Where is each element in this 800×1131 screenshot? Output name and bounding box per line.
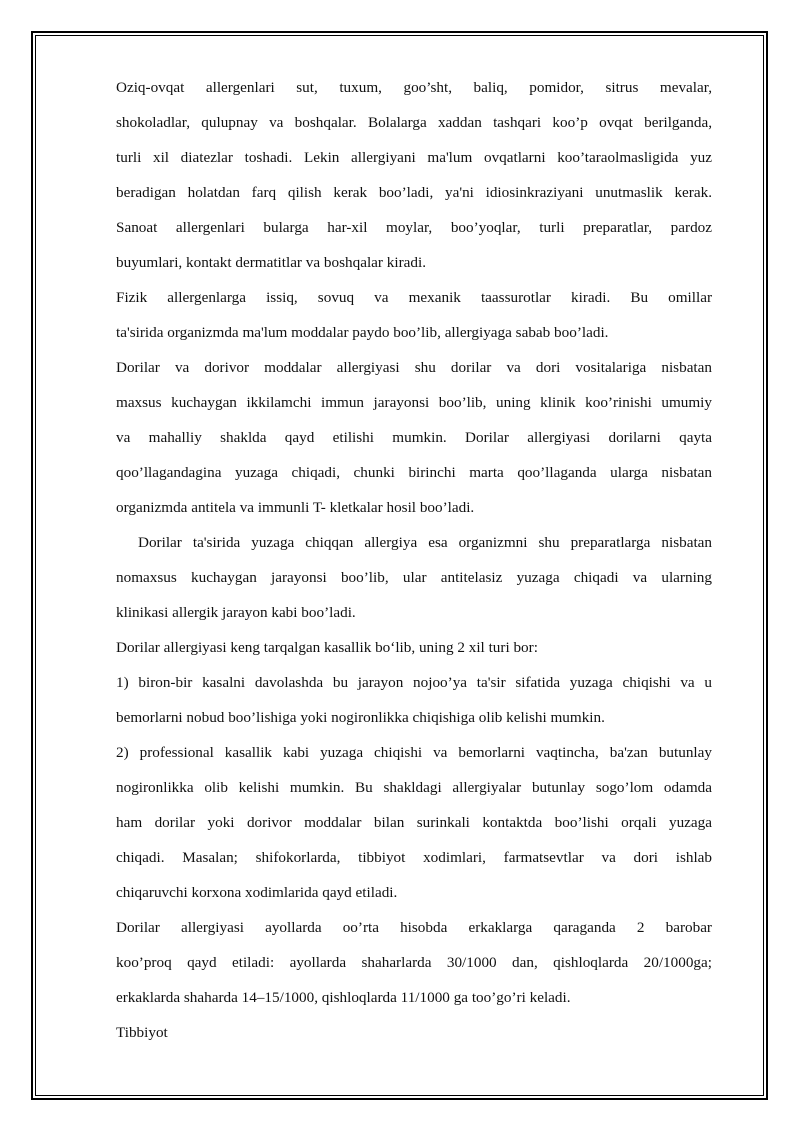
text-line: Dorilar va dorivor moddalar allergiyasi shu dorilar va dori vositalariga nisbatan	[116, 359, 712, 376]
text-line: Sanoat allergenlari bularga har-xil moylar, boo’yoqlar, turli preparatlar, pardoz	[116, 219, 712, 236]
text-line: koo’proq qayd etiladi: ayollarda shaharlarda 30/1000 dan, qishloqlarda 20/1000ga;	[116, 954, 712, 971]
text-line: maxsus kuchaygan ikkilamchi immun jarayonsi boo’lib, uning klinik koo’rinishi umumiy	[116, 394, 712, 411]
text-line: nomaxsus kuchaygan jarayonsi boo’lib, ular antitelasiz yuzaga chiqadi va ularning	[116, 569, 712, 586]
text-line: qoo’llagandagina yuzaga chiqadi, chunki birinchi marta qoo’llaganda ularga nisbatan	[116, 464, 712, 481]
text-line: chiqaruvchi korxona xodimlarida qayd etiladi.	[116, 884, 398, 901]
text-line: Dorilar allergiyasi ayollarda oo’rta hisobda erkaklarga qaraganda 2 barobar	[116, 919, 712, 936]
text-line: ham dorilar yoki dorivor moddalar bilan surinkali kontaktda boo’lishi orqali yuzaga	[116, 814, 712, 831]
text-line: Tibbiyot	[116, 1024, 168, 1041]
text-line: Oziq-ovqat allergenlari sut, tuxum, goo’sht, baliq, pomidor, sitrus mevalar,	[116, 79, 712, 96]
text-line: Dorilar ta'sirida yuzaga chiqqan allergiya esa organizmni shu preparatlarga nisbatan	[116, 534, 712, 551]
text-line: turli xil diatezlar toshadi. Lekin allergiyani ma'lum ovqatlarni koo’taraolmasligida yuz	[116, 149, 712, 166]
text-line: organizmda antitela va immunli T- kletkalar hosil boo’ladi.	[116, 499, 475, 516]
text-line: 2) professional kasallik kabi yuzaga chiqishi va bemorlarni vaqtincha, ba'zan butunlay	[116, 744, 712, 761]
text-line: 1) biron-bir kasalni davolashda bu jarayon nojoo’ya ta'sir sifatida yuzaga chiqishi va u	[116, 674, 712, 691]
text-line: shokoladlar, qulupnay va boshqalar. Bolalarga xaddan tashqari koo’p ovqat berilganda,	[116, 114, 712, 131]
text-line: bemorlarni nobud boo’lishiga yoki nogironlikka chiqishiga olib kelishi mumkin.	[116, 709, 605, 726]
document-body	[116, 70, 712, 1050]
text-line: va mahalliy shaklda qayd etilishi mumkin. Dorilar allergiyasi dorilarni qayta	[116, 429, 712, 446]
text-line: Dorilar allergiyasi keng tarqalgan kasallik bo‘lib, uning 2 xil turi bor:	[116, 639, 538, 656]
text-line: chiqadi. Masalan; shifokorlarda, tibbiyot xodimlari, farmatsevtlar va dori ishlab	[116, 849, 712, 866]
text-line: buyumlari, kontakt dermatitlar va boshqalar kiradi.	[116, 254, 426, 271]
text-line: nogironlikka olib kelishi mumkin. Bu shakldagi allergiyalar butunlay sogo’lom odamda	[116, 779, 712, 796]
text-line: klinikasi allergik jarayon kabi boo’ladi.	[116, 604, 356, 621]
text-line: beradigan holatdan farq qilish kerak boo’ladi, ya'ni idiosinkraziyani unutmaslik kerak.	[116, 184, 712, 201]
text-line: Fizik allergenlarga issiq, sovuq va mexanik taassurotlar kiradi. Bu omillar	[116, 289, 712, 306]
text-line: ta'sirida organizmda ma'lum moddalar paydo boo’lib, allergiyaga sabab boo’ladi.	[116, 324, 609, 341]
text-line: erkaklarda shaharda 14–15/1000, qishloqlarda 11/1000 ga too’go’ri keladi.	[116, 989, 571, 1006]
